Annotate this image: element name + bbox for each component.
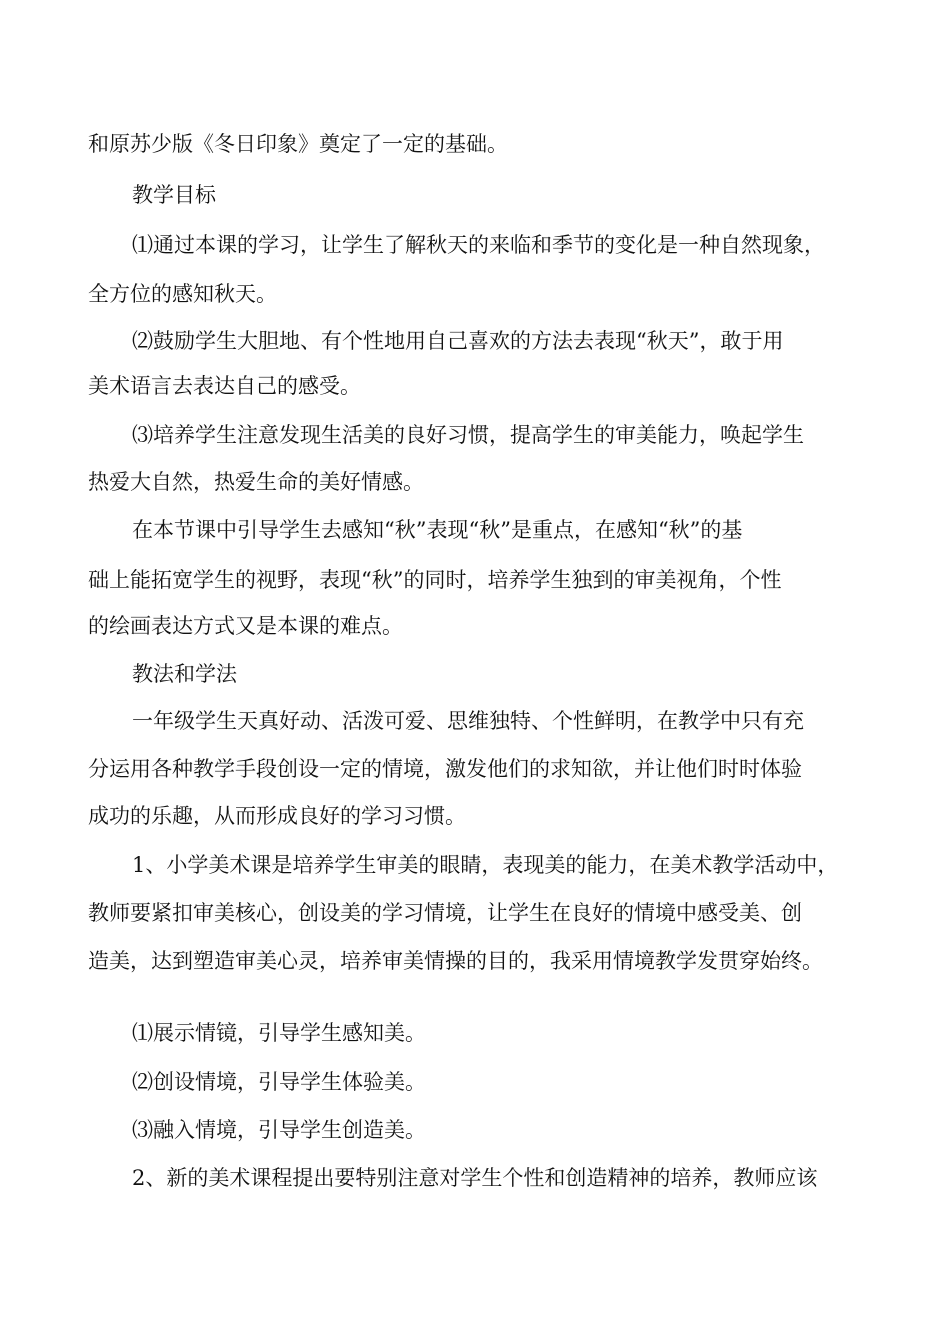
paragraph-line: 2、新的美术课程提出要特别注意对学生个性和创造精神的培养，教师应该 <box>132 1166 818 1190</box>
paragraph-line: ⑶培养学生注意发现生活美的良好习惯，提高学生的审美能力，唤起学生 <box>132 423 804 447</box>
paragraph-line: 一年级学生天真好动、活泼可爱、思维独特、个性鲜明，在教学中只有充 <box>132 709 804 733</box>
paragraph-line: ⑴通过本课的学习，让学生了解秋天的来临和季节的变化是一种自然现象， <box>132 233 825 257</box>
paragraph-line: 在本节课中引导学生去感知“秋”表现“秋”是重点，在感知“秋”的基 <box>132 518 743 542</box>
paragraph-line: 热爱大自然，热爱生命的美好情感。 <box>88 470 424 494</box>
paragraph-line: 1、小学美术课是培养学生审美的眼睛，表现美的能力，在美术教学活动中， <box>132 853 839 877</box>
paragraph-line: 美术语言去表达自己的感受。 <box>88 374 361 398</box>
paragraph-line: 分运用各种教学手段创设一定的情境，激发他们的求知欲，并让他们时时体验 <box>88 757 802 781</box>
list-item: ⑴展示情镜，引导学生感知美。 <box>132 1021 426 1045</box>
paragraph-line: 成功的乐趣，从而形成良好的学习习惯。 <box>88 804 466 828</box>
paragraph-line: 和原苏少版《冬日印象》奠定了一定的基础。 <box>88 132 508 156</box>
section-heading-methods: 教法和学法 <box>132 662 237 686</box>
list-item: ⑶融入情境，引导学生创造美。 <box>132 1118 426 1142</box>
paragraph-line: 全方位的感知秋天。 <box>88 282 277 306</box>
paragraph-line: 造美，达到塑造审美心灵，培养审美情操的目的，我采用情境教学发贯穿始终。 <box>88 949 823 973</box>
section-heading-teaching-goals: 教学目标 <box>132 183 216 207</box>
paragraph-line: 础上能拓宽学生的视野，表现“秋”的同时，培养学生独到的审美视角，个性 <box>88 568 782 592</box>
paragraph-line: 的绘画表达方式又是本课的难点。 <box>88 614 403 638</box>
list-item: ⑵创设情境，引导学生体验美。 <box>132 1070 426 1094</box>
paragraph-line: 教师要紧扣审美核心，创设美的学习情境，让学生在良好的情境中感受美、创 <box>88 901 802 925</box>
paragraph-line: ⑵鼓励学生大胆地、有个性地用自己喜欢的方法去表现“秋天”，敢于用 <box>132 329 784 353</box>
